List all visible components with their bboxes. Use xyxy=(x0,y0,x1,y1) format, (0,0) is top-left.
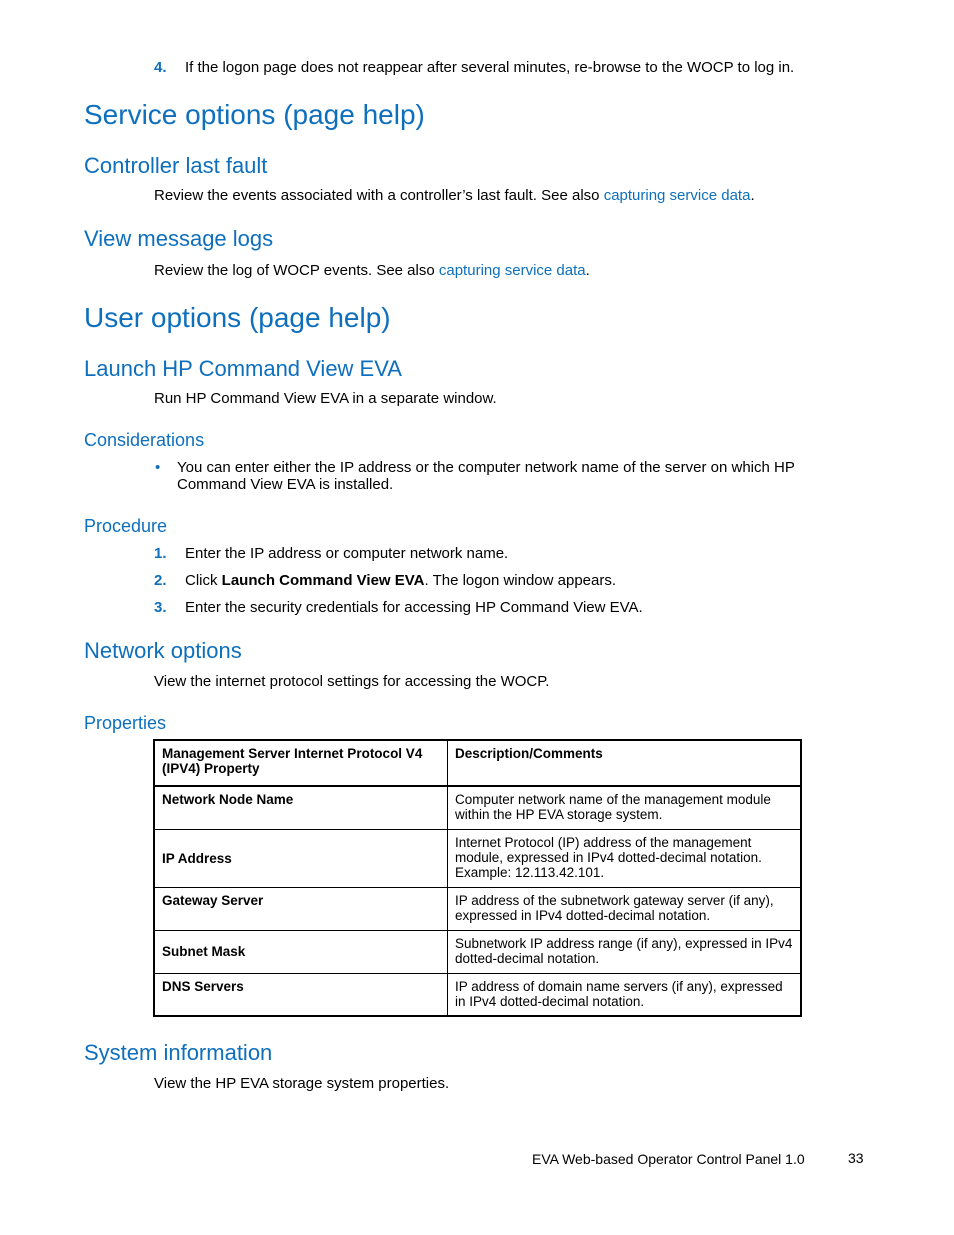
text-segment: . xyxy=(750,187,755,204)
description-line: IP address of the subnetwork gateway server (if any), xyxy=(455,892,774,908)
system-information-text: View the HP EVA storage system properties. xyxy=(154,1075,450,1092)
description-cell xyxy=(448,829,802,887)
description-line: Subnetwork IP address range (if any), expressed in IPv4 xyxy=(455,935,793,951)
table-row xyxy=(154,829,801,887)
description-line: Internet Protocol (IP) address of the management xyxy=(455,834,752,850)
considerations-line-2: Command View EVA is installed. xyxy=(177,476,394,493)
properties-table xyxy=(153,739,802,1017)
description-cell xyxy=(448,930,802,973)
description-line: Example: 12.113.42.101. xyxy=(455,864,605,880)
subsection-title-considerations: Considerations xyxy=(84,430,205,450)
step-text: If the logon page does not reappear after several minutes, re-browse to the WOCP to log in. xyxy=(185,59,795,76)
table-header-row xyxy=(154,740,801,786)
page-number: 33 xyxy=(848,1150,864,1166)
text-segment: Review the events associated with a controller’s last fault. See also xyxy=(154,187,604,204)
property-cell: Subnet Mask xyxy=(154,930,448,973)
description-line: Computer network name of the management module xyxy=(455,792,771,807)
subsection-title-network-options: Network options xyxy=(84,638,242,663)
step-text xyxy=(185,572,616,589)
subsection-title-launch: Launch HP Command View EVA xyxy=(84,356,402,381)
footer-doc-title: EVA Web-based Operator Control Panel 1.0 xyxy=(532,1151,805,1167)
property-cell: Network Node Name xyxy=(154,786,448,829)
description-line: IP address of domain name servers (if any), expressed xyxy=(455,978,783,994)
step-number: 2. xyxy=(154,572,167,589)
section-title-service-options: Service options (page help) xyxy=(84,99,425,130)
property-cell: Gateway Server xyxy=(154,887,448,930)
subsection-title-properties: Properties xyxy=(84,713,167,733)
step-text: Enter the IP address or computer network name. xyxy=(185,545,509,562)
view-message-logs-text xyxy=(154,262,590,279)
column-header-description: Description/Comments xyxy=(448,740,802,786)
description-line: expressed in IPv4 dotted-decimal notation. xyxy=(455,907,711,923)
description-cell xyxy=(448,887,802,930)
step-text: Enter the security credentials for accessing HP Command View EVA. xyxy=(185,599,643,616)
table-row xyxy=(154,887,801,930)
property-cell: IP Address xyxy=(154,829,448,887)
text-segment: . The logon window appears. xyxy=(424,572,617,589)
section-title-user-options: User options (page help) xyxy=(84,302,391,333)
header-line: Management Server Internet Protocol V4 xyxy=(162,746,423,761)
description-line: in IPv4 dotted-decimal notation. xyxy=(455,993,645,1009)
description-cell xyxy=(448,786,802,829)
bullet-icon: • xyxy=(155,459,161,476)
subsection-title-procedure: Procedure xyxy=(84,516,168,536)
capturing-service-data-link[interactable]: capturing service data xyxy=(438,262,586,279)
controller-last-fault-text xyxy=(154,187,755,204)
capturing-service-data-link[interactable]: capturing service data xyxy=(603,187,751,204)
text-segment: Click xyxy=(185,572,222,589)
subsection-title-controller-last-fault: Controller last fault xyxy=(84,153,268,178)
property-cell: DNS Servers xyxy=(154,973,448,1016)
table-row xyxy=(154,973,801,1016)
step-number: 1. xyxy=(154,545,167,562)
table-row xyxy=(154,786,801,829)
description-cell xyxy=(448,973,802,1016)
network-options-text: View the internet protocol settings for accessing the WOCP. xyxy=(154,673,550,690)
subsection-title-system-information: System information xyxy=(84,1040,273,1065)
subsection-title-view-message-logs: View message logs xyxy=(84,226,274,251)
step-number: 4. xyxy=(154,59,167,76)
text-segment: . xyxy=(585,262,590,279)
text-segment: Review the log of WOCP events. See also xyxy=(154,262,439,279)
description-line: module, expressed in IPv4 dotted-decimal notation. xyxy=(455,849,762,865)
step-number: 3. xyxy=(154,599,167,616)
table-row xyxy=(154,930,801,973)
column-header-property xyxy=(154,740,448,786)
description-line: dotted-decimal notation. xyxy=(455,950,600,966)
header-line: (IPV4) Property xyxy=(162,761,260,776)
considerations-line-1: You can enter either the IP address or the computer network name of the server on which HP xyxy=(177,459,795,476)
description-line: within the HP EVA storage system. xyxy=(455,807,663,822)
ui-element-name: Launch Command View EVA xyxy=(221,572,425,589)
launch-text: Run HP Command View EVA in a separate window. xyxy=(154,390,497,407)
